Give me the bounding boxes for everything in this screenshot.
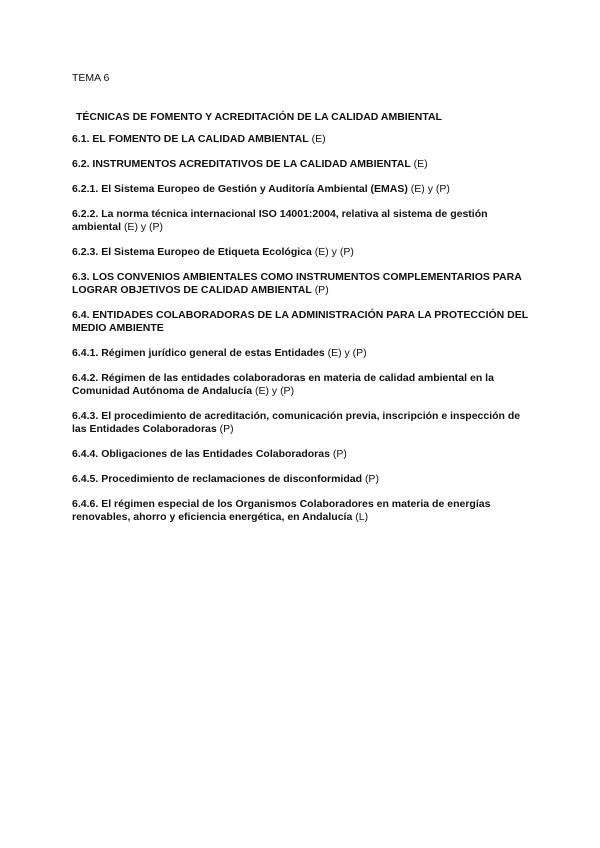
outline-entry bbox=[72, 208, 532, 234]
outline-entry bbox=[72, 347, 532, 360]
entry-suffix: (E) bbox=[311, 133, 326, 145]
outline-entry bbox=[72, 133, 532, 146]
document-page bbox=[72, 72, 532, 536]
entry-title: 6.4.6. El régimen especial de los Organismos Colaboradores en materia de energías renovables, ahorro y eficiencia energética, en Andalucía bbox=[72, 498, 491, 523]
entry-title: 6.2.3. El Sistema Europeo de Etiqueta Ecológica bbox=[72, 246, 312, 258]
entry-title: 6.2.2. La norma técnica internacional ISO 14001:2004, relativa al sistema de gestión ambiental bbox=[72, 208, 488, 233]
outline-entry bbox=[72, 372, 532, 398]
outline-entry bbox=[72, 473, 532, 486]
entry-title: 6.4.3. El procedimiento de acreditación, comunicación previa, inscripción e inspección de las Entidades Colaboradoras bbox=[72, 410, 521, 435]
entry-suffix: (L) bbox=[355, 511, 369, 523]
outline-entry bbox=[72, 246, 532, 259]
outline-entry bbox=[72, 183, 532, 196]
outline-entry bbox=[72, 498, 532, 524]
entry-suffix: (E) bbox=[413, 158, 428, 170]
entry-suffix: (E) y (P) bbox=[314, 246, 354, 258]
entry-title: 6.4.4. Obligaciones de las Entidades Colaboradoras bbox=[72, 448, 330, 460]
entry-suffix: (P) bbox=[364, 473, 379, 485]
entry-title: 6.4.2. Régimen de las entidades colaboradoras en materia de calidad ambiental en la Comunidad Autónoma de Andalucía bbox=[72, 372, 494, 397]
entry-title: 6.2.1. El Sistema Europeo de Gestión y Auditoría Ambiental (EMAS) bbox=[72, 183, 408, 195]
entry-suffix: (E) y (P) bbox=[254, 385, 295, 397]
entry-title: 6.4.1. Régimen jurídico general de estas Entidades bbox=[72, 347, 325, 359]
entry-title: 6.3. LOS CONVENIOS AMBIENTALES COMO INSTRUMENTOS COMPLEMENTARIOS PARA LOGRAR OBJETIVOS DE CALIDAD AMBIENTAL bbox=[72, 271, 522, 296]
entry-suffix: (E) y (P) bbox=[410, 183, 450, 195]
outline-entry bbox=[72, 309, 532, 335]
entry-title: 6.1. EL FOMENTO DE LA CALIDAD AMBIENTAL bbox=[72, 133, 309, 145]
entry-suffix: (E) y (P) bbox=[327, 347, 367, 359]
outline-entry bbox=[72, 271, 532, 297]
entry-suffix: (P) bbox=[332, 448, 347, 460]
entry-suffix: (E) y (P) bbox=[123, 221, 164, 233]
entry-title: 6.4.5. Procedimiento de reclamaciones de disconformidad bbox=[72, 473, 363, 485]
outline-entry bbox=[72, 158, 532, 171]
outline-entry bbox=[72, 410, 532, 436]
entry-suffix: (P) bbox=[314, 284, 329, 296]
outline-entry bbox=[72, 448, 532, 461]
entry-title: 6.4. ENTIDADES COLABORADORAS DE LA ADMINISTRACIÓN PARA LA PROTECCIÓN DEL MEDIO AMBIENTE bbox=[72, 309, 528, 334]
entry-title: 6.2. INSTRUMENTOS ACREDITATIVOS DE LA CALIDAD AMBIENTAL bbox=[72, 158, 411, 170]
document-title: TÉCNICAS DE FOMENTO Y ACREDITACIÓN DE LA CALIDAD AMBIENTAL bbox=[76, 111, 442, 123]
entry-suffix: (P) bbox=[219, 423, 234, 435]
tema-heading: TEMA 6 bbox=[72, 72, 110, 84]
